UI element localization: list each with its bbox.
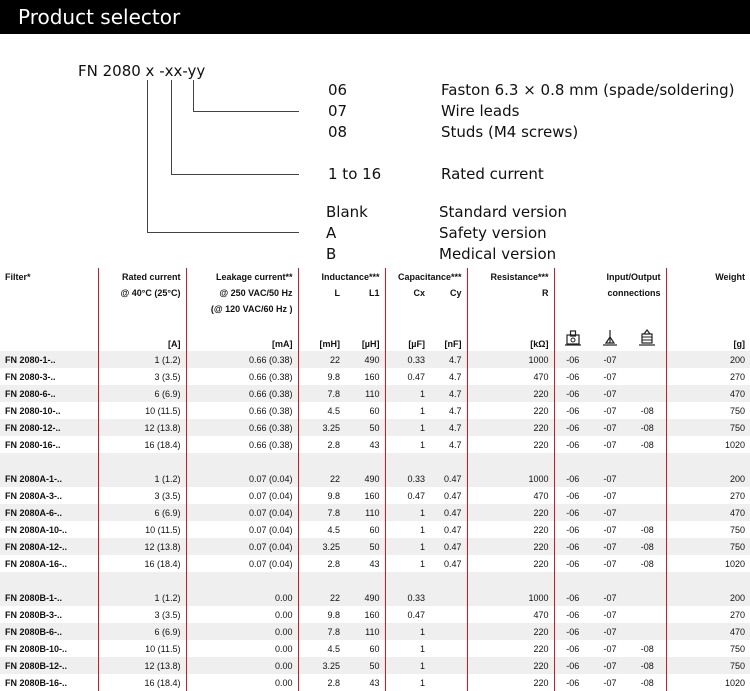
table-cell: 750	[666, 419, 750, 436]
table-cell: 0.47	[430, 538, 467, 555]
table-row	[0, 606, 750, 623]
table-cell	[629, 487, 666, 504]
table-cell: 0.33	[385, 470, 430, 487]
table-cell: 10 (11.5)	[98, 521, 186, 538]
table-cell: 2.8	[298, 674, 345, 691]
table-row	[0, 385, 750, 402]
table-cell: 470	[666, 504, 750, 521]
selector-desc: Studs (M4 screws)	[441, 123, 579, 141]
unit-weight: [g]	[666, 317, 750, 351]
table-row	[0, 555, 750, 572]
table-cell: 4.5	[298, 640, 345, 657]
table-cell	[629, 385, 666, 402]
table-cell: 1000	[467, 470, 554, 487]
table-cell: 10 (11.5)	[98, 640, 186, 657]
table-cell: 43	[369, 439, 380, 450]
table-cell: 1	[385, 504, 430, 521]
table-row	[0, 623, 750, 640]
table-cell: 50	[345, 657, 385, 674]
table-cell: 160	[364, 609, 380, 620]
part-number-code: FN 2080 x -xx-yy	[78, 62, 206, 80]
table-cell: 0.07 (0.04)	[186, 504, 298, 521]
table-cell: 6 (6.9)	[98, 504, 186, 521]
table-cell: 220	[467, 385, 554, 402]
leakage-subheader-2: (@ 120 VAC/60 Hz )	[186, 301, 298, 317]
filter-part-number: FN 2080-12-..	[0, 419, 98, 436]
table-cell: 490	[345, 589, 385, 606]
table-cell: 470	[666, 385, 750, 402]
table-cell: 110	[345, 623, 385, 640]
col-resistance: Resistance***	[467, 268, 554, 285]
table-cell: 220	[467, 419, 554, 436]
table-cell: 1	[385, 436, 430, 453]
bracket-line	[147, 232, 299, 233]
table-cell: -06	[554, 623, 591, 640]
table-cell: -07	[603, 405, 617, 416]
table-row	[0, 504, 750, 521]
table-cell: 750	[666, 402, 750, 419]
table-row	[0, 657, 750, 674]
unit-l1: [µH]	[361, 339, 380, 349]
bracket-line	[193, 80, 194, 112]
table-cell: -06	[554, 538, 591, 555]
table-cell: 0.66 (0.38)	[186, 436, 298, 453]
table-cell: 270	[666, 368, 750, 385]
table-cell: 1	[385, 402, 430, 419]
table-cell: 220	[467, 521, 554, 538]
table-cell: 1020	[666, 674, 750, 691]
col-leakage-current: Leakage current**	[186, 268, 298, 285]
table-cell: 110	[345, 504, 385, 521]
table-cell: 3 (3.5)	[98, 487, 186, 504]
col-weight: Weight	[666, 268, 750, 285]
filter-part-number: FN 2080A-6-..	[0, 504, 98, 521]
table-cell: 220	[467, 538, 554, 555]
table-cell: 0.66 (0.38)	[186, 368, 298, 385]
table-cell: 60	[369, 643, 380, 654]
table-cell: 60	[369, 524, 380, 535]
table-cell: -07	[591, 538, 629, 555]
filter-part-number: FN 2080-3-..	[5, 371, 56, 382]
col-inductance-l1: L1	[368, 288, 380, 298]
table-cell: 220	[467, 504, 554, 521]
table-cell: 1000	[467, 589, 554, 606]
table-row	[0, 470, 750, 487]
table-cell: 110	[345, 385, 385, 402]
filter-part-number: FN 2080B-12-..	[0, 657, 98, 674]
table-cell: -08	[629, 538, 666, 555]
page-title: Product selector	[18, 5, 181, 29]
filter-part-number: FN 2080-1-..	[0, 351, 98, 368]
table-row	[0, 640, 750, 657]
table-cell: 470	[467, 368, 554, 385]
table-cell: 0.00	[186, 589, 298, 606]
title-bar	[0, 0, 750, 34]
table-cell: 220	[467, 674, 554, 691]
table-cell: 2.8	[298, 555, 345, 572]
table-cell: -08	[640, 643, 654, 654]
table-cell	[629, 606, 666, 623]
table-cell: -08	[640, 439, 654, 450]
table-cell: 1000	[467, 351, 554, 368]
col-inductance-l: L	[298, 285, 345, 301]
table-cell: 16 (18.4)	[98, 436, 186, 453]
table-cell: -07	[603, 643, 617, 654]
table-cell: 6 (6.9)	[98, 623, 186, 640]
table-cell: 0.47	[443, 524, 462, 535]
table-cell: -06	[554, 436, 591, 453]
filter-part-number: FN 2080A-3-..	[5, 490, 63, 501]
table-cell: 220	[467, 555, 554, 572]
filter-part-number: FN 2080B-3-..	[5, 609, 63, 620]
table-cell: 1	[385, 555, 430, 572]
product-table-body	[0, 351, 750, 691]
table-cell	[629, 623, 666, 640]
stud-terminal-icon	[629, 317, 666, 351]
table-cell: -07	[591, 657, 629, 674]
selector-desc: Wire leads	[441, 102, 520, 120]
table-cell: 470	[467, 606, 554, 623]
table-cell: 9.8	[298, 487, 345, 504]
group-spacer	[0, 572, 750, 589]
table-cell: 200	[666, 470, 750, 487]
table-cell: 220	[467, 623, 554, 640]
unit-r: [kΩ]	[467, 317, 554, 351]
table-cell: 4.7	[430, 351, 467, 368]
table-cell: -07	[603, 677, 617, 688]
table-cell: 9.8	[298, 606, 345, 623]
table-cell: 3.25	[298, 657, 345, 674]
col-resistance-r: R	[467, 285, 554, 301]
table-cell	[629, 470, 666, 487]
filter-part-number: FN 2080A-12-..	[0, 538, 98, 555]
table-cell	[629, 368, 666, 385]
table-cell: 2.8	[298, 436, 345, 453]
table-cell: 16 (18.4)	[98, 555, 186, 572]
table-cell: 16 (18.4)	[98, 674, 186, 691]
selector-desc: Medical version	[439, 245, 557, 263]
table-cell: 0.47	[443, 558, 462, 569]
unit-leakage: [mA]	[186, 317, 298, 351]
table-cell: 490	[345, 351, 385, 368]
table-cell	[430, 606, 467, 623]
bracket-line	[171, 174, 299, 175]
table-cell: 270	[666, 606, 750, 623]
table-cell: 160	[364, 490, 380, 501]
table-cell: 43	[369, 677, 380, 688]
table-cell: 0.47	[443, 490, 462, 501]
table-cell: -06	[554, 368, 591, 385]
filter-part-number: FN 2080B-16-..	[5, 677, 68, 688]
col-inductance: Inductance***	[298, 268, 385, 285]
table-row	[0, 368, 750, 385]
col-capacitance-cx: Cx	[385, 285, 430, 301]
table-cell: 0.66 (0.38)	[186, 402, 298, 419]
table-cell: -06	[554, 589, 591, 606]
selector-desc: Rated current	[441, 165, 544, 183]
table-cell: 220	[467, 402, 554, 419]
table-cell: -07	[603, 524, 617, 535]
table-cell: 0.47	[430, 470, 467, 487]
rated-subheader: @ 40°C (25°C)	[98, 285, 186, 301]
io-subheader: connections	[554, 285, 666, 301]
table-cell: -06	[554, 504, 591, 521]
table-cell	[430, 589, 467, 606]
table-cell: -06	[554, 657, 591, 674]
selector-code: Blank	[326, 203, 368, 221]
selector-code: A	[326, 224, 337, 242]
table-cell: 43	[369, 558, 380, 569]
table-cell: 4.7	[449, 371, 462, 382]
table-cell: 3 (3.5)	[98, 606, 186, 623]
table-cell: 200	[666, 351, 750, 368]
table-cell: 0.00	[186, 606, 298, 623]
table-cell: 160	[364, 371, 380, 382]
table-row	[0, 589, 750, 606]
table-cell: 0.33	[385, 351, 430, 368]
table-cell: 200	[666, 589, 750, 606]
table-cell: 50	[345, 419, 385, 436]
col-capacitance: Capacitance***	[385, 268, 467, 285]
table-row	[0, 402, 750, 419]
table-cell: -08	[629, 419, 666, 436]
table-cell: 0.07 (0.04)	[186, 487, 298, 504]
table-cell: 3.25	[298, 419, 345, 436]
table-cell: 0.07 (0.04)	[186, 538, 298, 555]
table-cell: 0.47	[430, 504, 467, 521]
table-cell: 12 (13.8)	[98, 419, 186, 436]
table-cell: 0.47	[385, 368, 430, 385]
table-cell: -08	[640, 524, 654, 535]
table-cell: 750	[666, 538, 750, 555]
table-cell: -08	[640, 558, 654, 569]
selector-code: B	[326, 245, 337, 263]
bracket-line	[147, 80, 148, 233]
table-row	[0, 419, 750, 436]
table-cell: 50	[345, 538, 385, 555]
table-cell: 12 (13.8)	[98, 538, 186, 555]
table-cell: 10 (11.5)	[98, 402, 186, 419]
filter-part-number: FN 2080-10-..	[5, 405, 61, 416]
table-row	[0, 521, 750, 538]
table-cell: -07	[591, 623, 629, 640]
table-cell: 22	[298, 589, 345, 606]
filter-part-number: FN 2080A-16-..	[5, 558, 68, 569]
unit-rated: [A]	[98, 317, 186, 351]
table-cell: 1 (1.2)	[98, 589, 186, 606]
col-rated-current: Rated current	[98, 268, 186, 285]
table-cell: -07	[603, 371, 617, 382]
col-filter: Filter*	[5, 271, 31, 282]
filter-part-number: FN 2080B-1-..	[0, 589, 98, 606]
table-cell: 3.25	[298, 538, 345, 555]
table-cell: 0.07 (0.04)	[186, 470, 298, 487]
table-cell: 0.00	[186, 657, 298, 674]
table-cell: 1	[385, 521, 430, 538]
leakage-subheader: @ 250 VAC/50 Hz	[186, 285, 298, 301]
table-cell: -06	[554, 402, 591, 419]
table-cell: -08	[640, 677, 654, 688]
table-cell: 750	[666, 640, 750, 657]
table-row	[0, 487, 750, 504]
table-cell: 0.07 (0.04)	[186, 555, 298, 572]
table-cell: 1 (1.2)	[98, 470, 186, 487]
table-cell: -06	[554, 351, 591, 368]
table-cell: -07	[591, 589, 629, 606]
table-cell: 7.8	[298, 623, 345, 640]
table-cell: -07	[603, 609, 617, 620]
table-cell: 1	[385, 538, 430, 555]
table-cell: -06	[554, 385, 591, 402]
table-cell: 22	[298, 470, 345, 487]
bracket-line	[193, 111, 299, 112]
filter-part-number: FN 2080A-10-..	[5, 524, 68, 535]
table-cell: -07	[603, 490, 617, 501]
table-cell: 0.07 (0.04)	[186, 521, 298, 538]
table-cell: 12 (13.8)	[98, 657, 186, 674]
unit-l: [mH]	[298, 317, 345, 351]
table-cell: 750	[666, 657, 750, 674]
table-cell: 220	[467, 657, 554, 674]
table-cell: -08	[629, 657, 666, 674]
table-cell: 22	[298, 351, 345, 368]
table-cell: -06	[554, 521, 591, 538]
table-row	[0, 436, 750, 453]
table-cell: 0.00	[186, 640, 298, 657]
table-cell: 60	[369, 405, 380, 416]
table-cell: -06	[554, 487, 591, 504]
filter-part-number: FN 2080B-10-..	[5, 643, 68, 654]
table-cell: -07	[591, 385, 629, 402]
selector-code: 06	[328, 81, 348, 99]
table-cell: 4.5	[298, 521, 345, 538]
table-row	[0, 538, 750, 555]
selector-code: 1 to 16	[328, 165, 382, 183]
table-cell: -07	[603, 558, 617, 569]
table-cell: -07	[591, 470, 629, 487]
faston-terminal-icon	[554, 317, 591, 351]
table-cell	[629, 589, 666, 606]
table-cell: 0.47	[385, 487, 430, 504]
filter-part-number: FN 2080-6-..	[0, 385, 98, 402]
table-cell: 4.5	[298, 402, 345, 419]
table-cell: 270	[666, 487, 750, 504]
table-cell: 1020	[666, 436, 750, 453]
table-cell: 1020	[666, 555, 750, 572]
table-cell: 1 (1.2)	[98, 351, 186, 368]
table-cell: 1	[385, 640, 430, 657]
table-cell	[430, 623, 467, 640]
selector-desc: Safety version	[439, 224, 547, 242]
table-cell: 4.7	[449, 439, 462, 450]
col-io-connections: Input/Output	[554, 268, 666, 285]
table-cell: 1	[385, 657, 430, 674]
unit-cy: [nF]	[444, 339, 462, 349]
table-cell	[629, 504, 666, 521]
group-spacer	[0, 453, 750, 470]
table-cell: 0.33	[385, 589, 430, 606]
table-cell: 4.7	[449, 405, 462, 416]
table-cell	[430, 674, 467, 691]
table-cell: 0.00	[186, 623, 298, 640]
table-cell: -07	[603, 439, 617, 450]
table-cell: 9.8	[298, 368, 345, 385]
table-cell: 0.00	[186, 674, 298, 691]
table-cell: -06	[554, 674, 591, 691]
table-cell: 0.47	[385, 606, 430, 623]
table-cell: 7.8	[298, 504, 345, 521]
table-cell: -07	[591, 419, 629, 436]
table-cell: 4.7	[430, 419, 467, 436]
selector-desc: Standard version	[439, 203, 567, 221]
table-cell: -07	[591, 351, 629, 368]
table-cell: 4.7	[430, 385, 467, 402]
table-cell: 220	[467, 640, 554, 657]
table-cell: 0.66 (0.38)	[186, 385, 298, 402]
filter-part-number: FN 2080A-1-..	[0, 470, 98, 487]
selector-code: 07	[328, 102, 348, 120]
selector-code: 08	[328, 123, 348, 141]
table-cell: 0.66 (0.38)	[186, 419, 298, 436]
col-capacitance-cy: Cy	[450, 288, 462, 298]
table-cell: 750	[666, 521, 750, 538]
table-cell: -06	[554, 640, 591, 657]
product-table	[0, 268, 750, 691]
filter-part-number: FN 2080-16-..	[5, 439, 61, 450]
table-cell: -06	[554, 606, 591, 623]
table-cell: 1	[385, 419, 430, 436]
table-cell: 470	[467, 487, 554, 504]
table-cell	[629, 351, 666, 368]
wire-lead-icon	[591, 317, 629, 351]
table-cell: -06	[554, 419, 591, 436]
table-cell: -06	[554, 470, 591, 487]
selector-desc: Faston 6.3 × 0.8 mm (spade/soldering)	[441, 81, 735, 99]
table-cell: 490	[345, 470, 385, 487]
table-row	[0, 351, 750, 368]
unit-cx: [µF]	[385, 317, 430, 351]
table-cell: -07	[591, 504, 629, 521]
table-cell: 470	[666, 623, 750, 640]
table-cell: 1	[385, 674, 430, 691]
table-cell	[430, 657, 467, 674]
table-cell: 1	[385, 385, 430, 402]
bracket-line	[171, 80, 172, 175]
table-row	[0, 674, 750, 691]
table-cell: 3 (3.5)	[98, 368, 186, 385]
table-cell	[430, 640, 467, 657]
table-cell: -08	[640, 405, 654, 416]
table-cell: 6 (6.9)	[98, 385, 186, 402]
table-cell: -06	[554, 555, 591, 572]
table-cell: 1	[385, 623, 430, 640]
table-cell: 7.8	[298, 385, 345, 402]
table-cell: 220	[467, 436, 554, 453]
table-cell: 0.66 (0.38)	[186, 351, 298, 368]
filter-part-number: FN 2080B-6-..	[0, 623, 98, 640]
